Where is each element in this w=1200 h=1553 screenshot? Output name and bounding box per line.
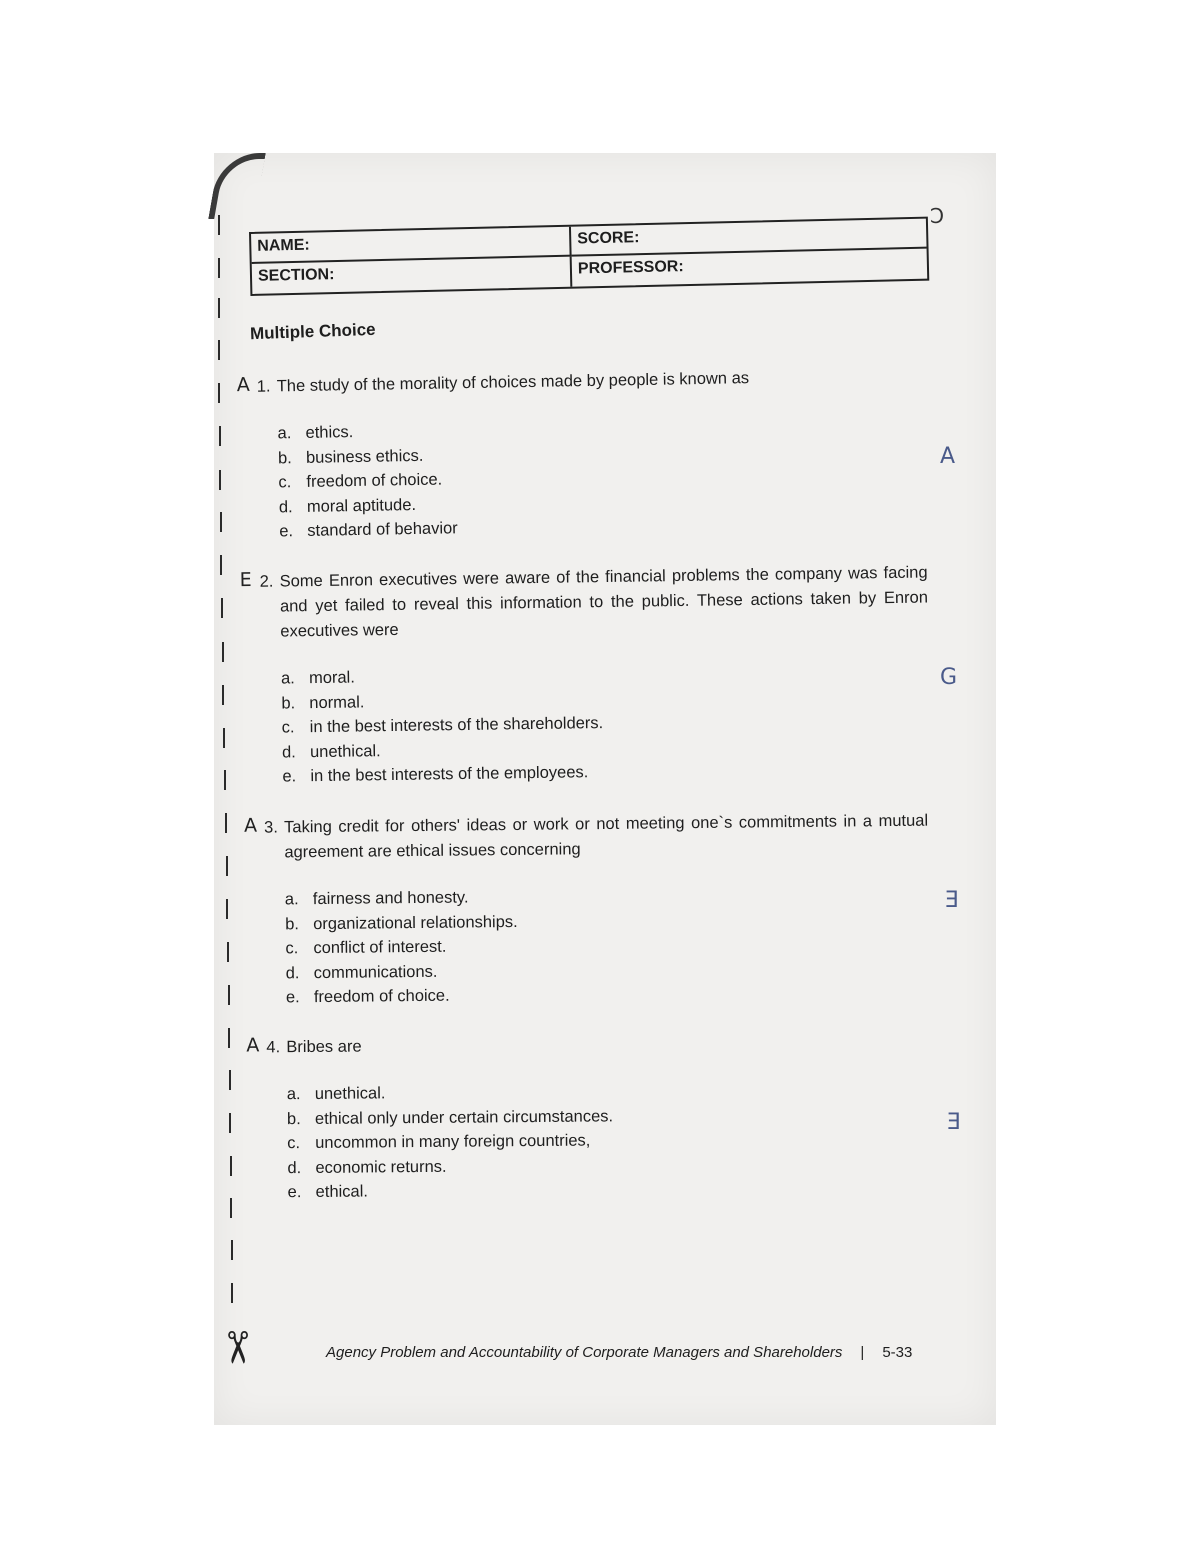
- question-3: [243, 809, 930, 1010]
- option: e. standard of behavior: [279, 519, 458, 541]
- section-title: Multiple Choice: [249, 319, 376, 344]
- option: e. in the best interests of the employees.: [282, 763, 589, 786]
- margin-answer-mark: A: [940, 444, 956, 469]
- option: c. conflict of interest.: [285, 937, 447, 958]
- option: e. freedom of choice.: [285, 986, 450, 1007]
- option: d. unethical.: [281, 741, 381, 762]
- page-footer: [326, 1344, 912, 1361]
- margin-answer-mark: Ǝ: [945, 888, 959, 913]
- question-number: 2.: [259, 572, 274, 591]
- option: d. moral aptitude.: [278, 495, 417, 516]
- handwritten-answer: E: [239, 568, 252, 592]
- option: a. moral.: [280, 668, 355, 688]
- option: a. ethics.: [277, 423, 354, 443]
- scissors-icon: ✂: [210, 1329, 262, 1366]
- section-label: SECTION:: [252, 257, 573, 294]
- option: b. ethical only under certain circumstances.: [286, 1106, 614, 1128]
- corner-handwritten-mark: Ↄ: [930, 206, 945, 228]
- question-stem: Some Enron executives were aware of the financial problems the company was facing and yet failed to reveal this information to the public. These actions taken by Enron executives were: [279, 563, 929, 641]
- question-2: [239, 560, 930, 789]
- option: c. uncommon in many foreign countries,: [287, 1131, 591, 1153]
- option: a. unethical.: [286, 1084, 386, 1104]
- question-stem: Bribes are: [286, 1037, 362, 1057]
- option: e. ethical.: [287, 1182, 368, 1202]
- professor-label: PROFESSOR:: [577, 258, 684, 278]
- footer-title: Agency Problem and Accountability of Corporate Managers and Shareholders: [326, 1344, 843, 1361]
- question-number: 1.: [256, 377, 271, 396]
- question-4: [246, 1031, 787, 1205]
- question-1: [236, 366, 780, 544]
- document-page: [214, 153, 996, 1425]
- question-stem: The study of the morality of choices made by people is known as: [276, 369, 750, 396]
- option: b. business ethics.: [277, 446, 424, 467]
- page-number: 5-33: [882, 1344, 913, 1361]
- question-number: 3.: [264, 818, 278, 837]
- option: c. freedom of choice.: [278, 470, 443, 492]
- handwritten-answer: A: [246, 1034, 260, 1057]
- score-label: SCORE:: [571, 219, 927, 257]
- margin-answer-mark: Ǝ: [947, 1110, 961, 1135]
- question-stem: Taking credit for others' ideas or work or not meeting one`s commitments in a mutual agreement are ethical issues concerning: [284, 811, 929, 862]
- margin-answer-mark: G: [940, 665, 958, 690]
- handwritten-answer: A: [243, 814, 258, 837]
- question-number: 4.: [266, 1038, 281, 1057]
- option: a. fairness and honesty.: [284, 888, 469, 909]
- option: d. economic returns.: [287, 1157, 447, 1177]
- name-label: NAME:: [251, 227, 572, 264]
- option: b. normal.: [281, 692, 365, 713]
- option: d. communications.: [285, 962, 438, 982]
- handwritten-answer: A: [236, 373, 250, 397]
- footer-separator: |: [860, 1344, 865, 1361]
- option: c. in the best interests of the shareholders.: [281, 714, 604, 737]
- option: b. organizational relationships.: [285, 912, 518, 933]
